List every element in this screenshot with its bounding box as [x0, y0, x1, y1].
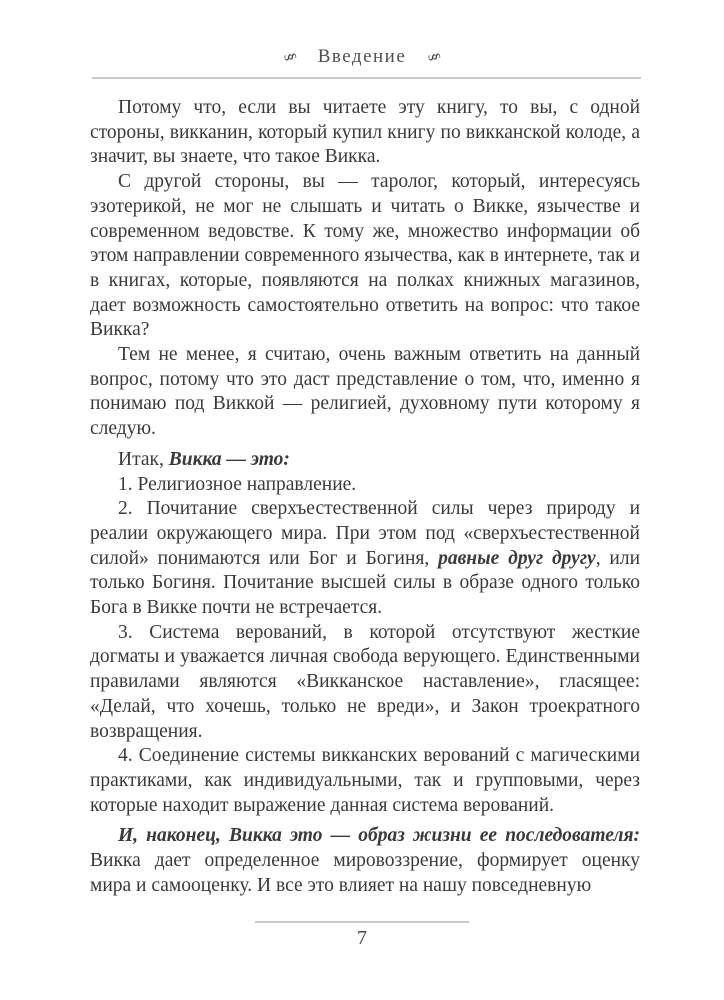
- paragraph: [90, 621, 640, 745]
- chapter-title: Введение: [317, 46, 407, 67]
- flourish-ornament-icon: §: [426, 51, 444, 63]
- paragraph: [90, 497, 640, 621]
- text-run: 4. Соединение системы викканских верований с магическими практиками, как индивидуальными, так и групповыми, через которые находит выражение данная система верований.: [90, 745, 640, 816]
- text-run: 2. Почитание сверхъестественной силы через природу и реалии окружающего мира. При этом под «сверхъестественной силой» понимаются или Бог и Богиня,: [90, 498, 640, 569]
- text-run: Потому что, если вы читаете эту книгу, то вы, с одной стороны, викканин, который купил книгу по викканской колоде, а значит, вы знаете, что такое Викка.: [90, 97, 640, 168]
- paragraph: [90, 448, 640, 473]
- running-header: [0, 46, 724, 68]
- paragraph: [90, 96, 640, 170]
- footer-rule: [255, 921, 469, 923]
- text-run: И, наконец, Викка это — образ жизни ее последователя:: [118, 825, 640, 847]
- text-run: 1. Религиозное направление.: [118, 473, 357, 495]
- paragraph: [90, 170, 640, 343]
- text-run: равные друг другу: [438, 547, 596, 569]
- body-text-column: [90, 96, 640, 899]
- text-run: Итак,: [118, 448, 169, 470]
- page-number: 7: [357, 927, 367, 949]
- text-run: С другой стороны, вы — таролог, который, интересуясь эзотерикой, не мог не слышать и читать о Викке, язычестве и современном ведовстве. К тому же, множество информации об этом направлении современного язычества, как в интернете, так и в книгах, которые, появляются на полках книжных магазинов, дает возможность самостоятельно ответить на вопрос: что такое Викка?: [90, 171, 640, 341]
- paragraph: [90, 473, 640, 498]
- header-rule: [92, 77, 641, 79]
- flourish-ornament-icon: §: [281, 51, 299, 63]
- text-run: Тем не менее, я считаю, очень важным ответить на данный вопрос, потому что это даст представление о том, что, именно я понимаю под Виккой — религией, духовному пути которому я следую.: [90, 344, 640, 440]
- paragraph: [90, 744, 640, 818]
- text-run: , или только Богиня. Почитание высшей силы в образе одного только Бога в Викке почти не встречается.: [90, 547, 641, 619]
- paragraph: [90, 824, 640, 898]
- paragraph: [90, 343, 640, 442]
- text-run: Викка — это:: [168, 448, 290, 470]
- text-run: 3. Система верований, в которой отсутствуют жесткие догматы и уважается личная свобода верующего. Единственными правилами являются «Викканское наставление», гласящее: «Делай, что хочешь, только не вреди», и Закон троекратного возвращения.: [90, 621, 640, 742]
- text-run: Викка дает определенное мировоззрение, формирует оценку мира и самооценку. И все это влияет на нашу повседневную: [90, 850, 640, 896]
